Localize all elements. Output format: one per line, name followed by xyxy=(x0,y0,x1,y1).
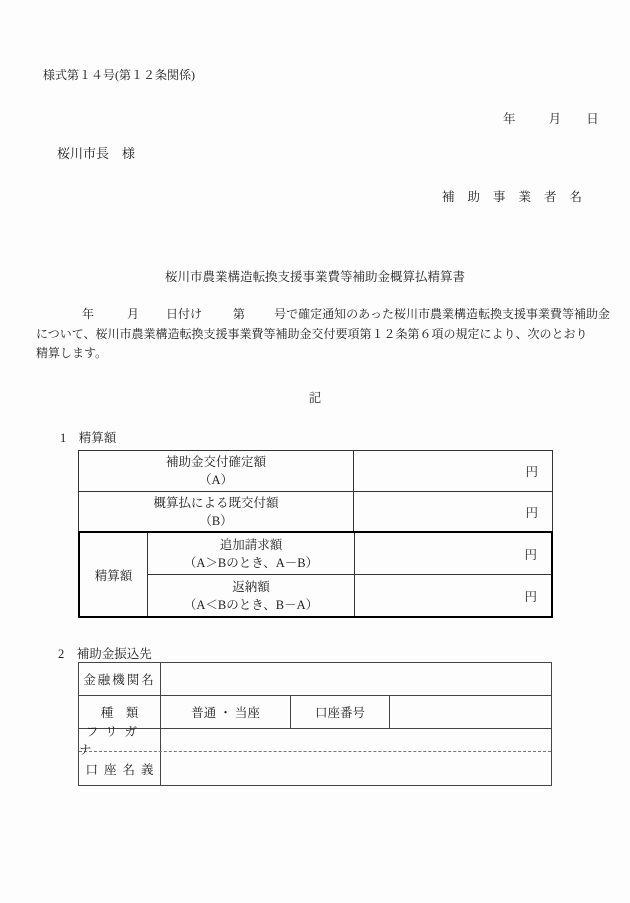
paid-amount-cell xyxy=(354,492,552,531)
section2-heading: 2 補助金振込先 xyxy=(58,647,152,661)
unit-yen-label: 円 xyxy=(525,505,538,520)
ki-marker: 記 xyxy=(308,391,322,405)
table-row xyxy=(79,451,552,492)
form-number: 様式第１４号(第１２条関係) xyxy=(43,68,195,82)
label-line1: 返納額 xyxy=(232,579,270,594)
table-row xyxy=(148,575,551,616)
unit-yen-label: 円 xyxy=(524,547,537,562)
paid-amount-label xyxy=(79,492,354,531)
label-line2: （A） xyxy=(198,473,234,487)
table-row xyxy=(79,492,552,531)
body-year-label: 年 xyxy=(82,307,95,321)
account-number-cell xyxy=(390,696,551,728)
date-line xyxy=(503,109,599,127)
account-holder-label: 口座名義 xyxy=(79,752,161,785)
body-month-label: 月 xyxy=(127,307,140,321)
label-line2: （A＞Bのとき、A－B） xyxy=(183,555,319,570)
account-type-options: 普通 ・ 当座 xyxy=(161,696,291,728)
additional-claim-label xyxy=(148,533,355,574)
section1-heading: 1 精算額 xyxy=(60,431,117,445)
account-holder-cell xyxy=(161,752,551,785)
body-line1-text: 号で確定通知のあった桜川市農業構造転換支援事業費等補助金 xyxy=(274,307,610,321)
additional-claim-cell xyxy=(355,533,551,574)
label-line2: （B） xyxy=(199,513,233,528)
account-type-label: 種 類 xyxy=(79,696,161,728)
label-line2: （A＜Bのとき、B－A） xyxy=(183,597,319,612)
date-year-label: 年 xyxy=(503,112,516,126)
furigana-label: フリガナ xyxy=(79,729,161,751)
recipient-line: 桜川市長 様 xyxy=(57,146,136,161)
settlement-table xyxy=(78,450,553,618)
label-line1: 概算払による既交付額 xyxy=(153,495,279,510)
date-day-label: 日 xyxy=(586,112,599,126)
table-row xyxy=(79,725,551,757)
bank-transfer-table xyxy=(78,662,552,786)
label-line1: 追加請求額 xyxy=(219,537,283,552)
body-paragraph xyxy=(36,305,610,364)
body-line-2: について、桜川市農業構造転換支援事業費等補助金交付要項第１２条第６項の規定により、次のとおり xyxy=(36,326,588,341)
settlement-amount-box xyxy=(78,531,553,618)
unit-yen-label: 円 xyxy=(524,589,537,604)
financial-institution-cell xyxy=(161,663,551,695)
applicant-name-label: 補助事業者名 xyxy=(442,190,596,204)
settlement-row-label xyxy=(80,533,148,616)
financial-institution-label: 金融機関名 xyxy=(79,663,161,695)
body-line-1 xyxy=(36,305,610,325)
settlement-table-top xyxy=(78,450,553,531)
determined-amount-cell xyxy=(354,451,552,491)
body-date-label: 日付け xyxy=(166,307,203,321)
furigana-cell xyxy=(161,729,551,751)
document-title: 桜川市農業構造転換支援事業費等補助金概算払精算書 xyxy=(164,270,465,284)
table-row xyxy=(79,752,551,785)
account-number-label: 口座番号 xyxy=(291,696,390,728)
refund-cell xyxy=(355,575,551,616)
table-row xyxy=(79,663,551,696)
body-line-3: 精算します。 xyxy=(36,346,108,360)
settlement-rows xyxy=(148,533,551,616)
date-month-label: 月 xyxy=(548,112,562,126)
settlement-label-text: 精算額 xyxy=(94,568,133,583)
refund-label xyxy=(148,575,355,616)
determined-amount-label xyxy=(79,451,354,491)
table-row xyxy=(148,533,551,575)
unit-yen-label: 円 xyxy=(525,465,538,479)
label-line1: 補助金交付確定額 xyxy=(165,455,266,469)
body-number-prefix-label: 第 xyxy=(233,307,246,321)
